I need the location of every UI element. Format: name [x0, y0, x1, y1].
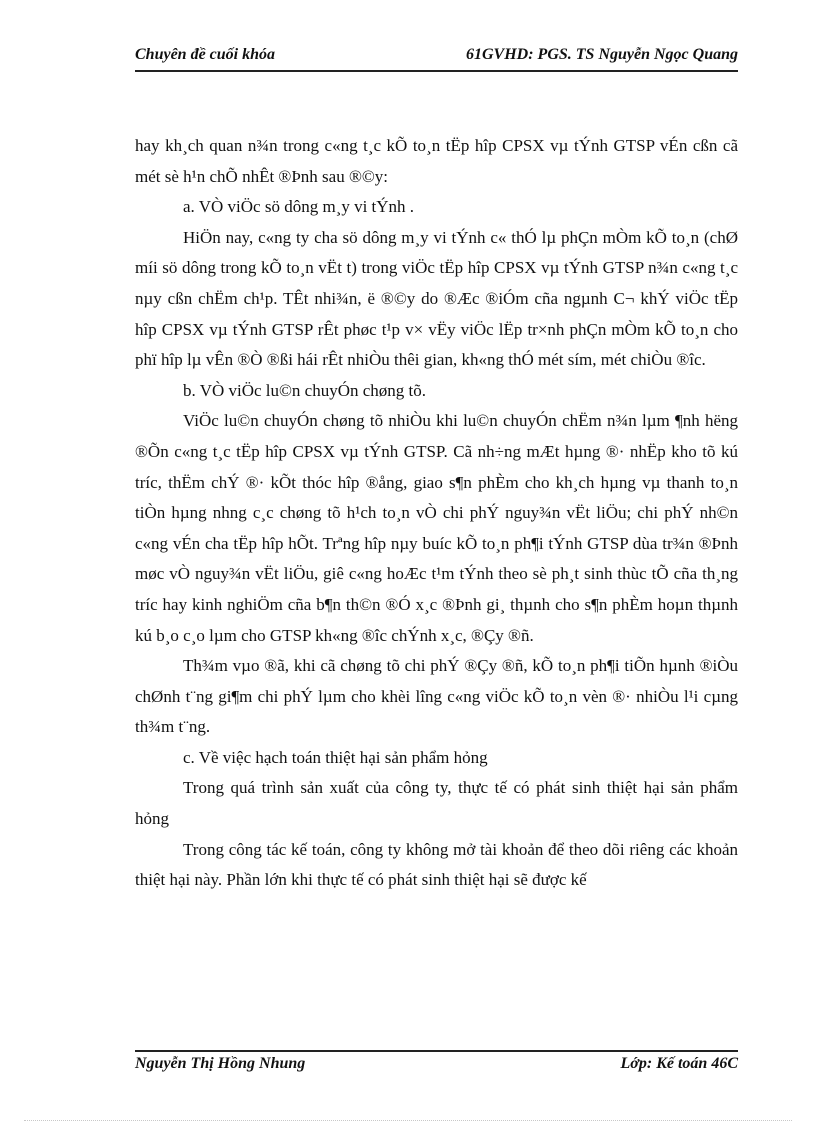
footer-author: Nguyễn Thị Hồng Nhung — [135, 1055, 306, 1072]
paragraph: Trong công tác kế toán, công ty không mở tài khoản để theo dõi riêng các khoản thiệt hại này. Phần lớn khi thực tế có phát sinh thiệt hại sẽ được kế — [135, 839, 738, 890]
header-divider — [135, 70, 738, 72]
section-heading-b: b. VÒ viÖc lu©n chuyÓn chøng tõ. — [183, 380, 427, 400]
paragraph: Trong quá trình sản xuất của công ty, thực tế có phát sinh thiệt hại sản phẩm hỏng — [135, 778, 738, 829]
paragraph: hay kh¸ch quan n¾n trong c«ng t¸c kÕ to¸n tËp hîp CPSX vµ tÝnh GTSP vÉn cßn cã mét sè h¹n chÕ nhÊt ®Þnh sau ®©y: — [135, 136, 738, 186]
section-heading-c: c. Về việc hạch toán thiệt hại sản phẩm hỏng — [183, 747, 488, 767]
document-body — [135, 131, 738, 896]
section-heading-a: a. VÒ viÖc sö dông m¸y vi tÝnh . — [183, 197, 415, 217]
header-title: Chuyên đề cuối khóa — [135, 46, 276, 63]
paragraph: HiÖn nay, c«ng ty cha sö dông m¸y vi tÝnh c« thÓ lµ phÇn mÒm kÕ to¸n (chØ míi sö dông trong kÕ to¸n vËt t) trong viÖc tËp hîp CPSX vµ tÝnh GTSP n¾n c«ng t¸c nµy cßn chËm ch¹p. TÊt nhi¾n, ë ®©y do ®Æc ®iÓm cña ngµnh C¬ khÝ viÖc tËp hîp CPSX vµ tÝnh GTSP rÊt phøc t¹p v× vËy viÖc lËp tr×nh phÇn mÒm kÕ to¸n cho phï hîp lµ vÊn ®Ò ®ßi hái rÊt nhiÒu thêi gian, kh«ng thÓ mét sím, mét chiÒu ®îc. — [135, 227, 738, 370]
page-footer — [135, 1055, 738, 1079]
paragraph: Th¾m vµo ®ã, khi cã chøng tõ chi phÝ ®Çy ®ñ, kÕ to¸n ph¶i tiÕn hµnh ®iÒu chØnh t¨ng gi¶m chi phÝ lµm cho khèi lîng c«ng viÖc kÕ to¸n vèn ®· nhiÒu l¹i cµng th¾m t¨ng. — [135, 656, 738, 737]
page-edge-divider — [24, 1120, 792, 1121]
footer-divider — [135, 1050, 738, 1052]
page-header — [135, 46, 738, 70]
footer-class: Lớp: Kế toán 46C — [620, 1055, 738, 1072]
header-supervisor: 61GVHD: PGS. TS Nguyễn Ngọc Quang — [465, 46, 738, 63]
paragraph: ViÖc lu©n chuyÓn chøng tõ nhiÒu khi lu©n chuyÓn chËm n¾n lµm ¶nh hëng ®Õn c«ng t¸c tËp hîp CPSX vµ tÝnh GTSP. Cã nh÷ng mÆt hµng ®· nhËp kho tõ kú tríc, thËm chÝ ®· kÕt thóc hîp ®ång, giao s¶n phÈm cho kh¸ch hµng vµ thanh to¸n tiÒn hµng nhng c¸c chøng tõ h¹ch to¸n vÒ chi phÝ nguy¾n vËt liÖu; chi phÝ nh©n c«ng vÉn cha tËp hîp hÕt. Trªng hîp nµy buíc kÕ to¸n ph¶i tÝnh GTSP dùa tr¾n ®Þnh møc vÒ nguy¾n vËt liÖu, giê c«ng hoÆc t¹m tÝnh theo sè ph¸t sinh thùc tÕ cña th¸ng tríc hay kinh nghiÖm cña b¶n th©n ®Ó x¸c ®Þnh gi¸ thµnh cho s¶n phÈm hoµn thµnh kú b¸o c¸o lµm cho GTSP kh«ng ®îc chÝnh x¸c, ®Çy ®ñ. — [135, 411, 738, 645]
